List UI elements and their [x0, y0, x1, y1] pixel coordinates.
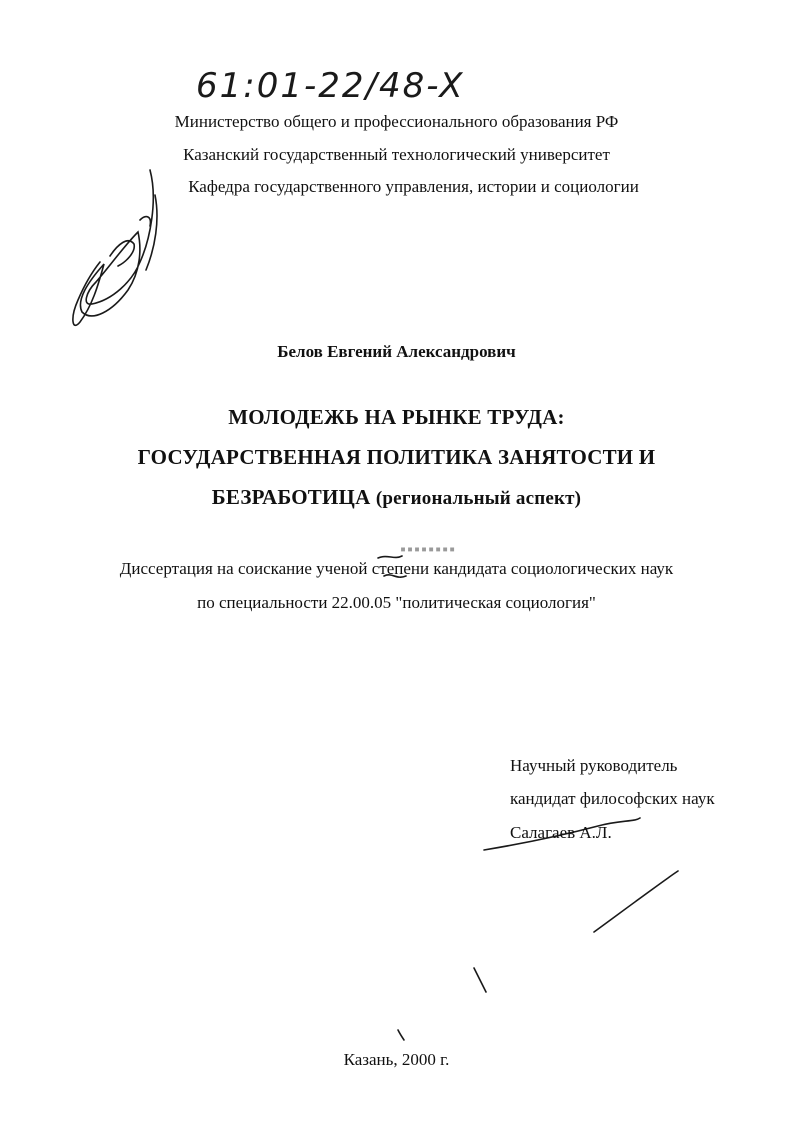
author-name: Белов Евгений Александрович — [277, 342, 516, 361]
title-line-3 — [0, 485, 793, 510]
city-and-year: Казань, 2000 г. — [343, 1050, 450, 1069]
library-stamp-icon: ▪▪▪▪▪▪▪▪ — [400, 544, 457, 555]
supervisor-role: Научный руководитель — [510, 756, 678, 775]
dissertation-description-line-1: Диссертация на соискание ученой степени кандидата социологических наук — [119, 559, 674, 578]
title-line-3-main: БЕЗРАБОТИЦА — [211, 485, 371, 509]
dissertation-description-line-2: по специальности 22.00.05 "политическая социология" — [197, 593, 596, 612]
archive-code-handwritten: 61:01-22/48-X — [196, 66, 465, 106]
title-line-3-subtitle: (региональный аспект) — [375, 488, 582, 509]
pen-stroke-icon — [594, 871, 678, 932]
ministry-name: Министерство общего и профессионального образования РФ — [174, 112, 619, 131]
title-line-1: МОЛОДЕЖЬ НА РЫНКЕ ТРУДА: — [228, 405, 565, 429]
university-name: Казанский государственный технологический университет — [183, 145, 610, 164]
supervisor-degree: кандидат философских наук — [510, 789, 715, 808]
pen-tick-icon — [474, 968, 486, 992]
department-name: Кафедра государственного управления, истории и социологии — [188, 177, 639, 196]
title-line-2: ГОСУДАРСТВЕННАЯ ПОЛИТИКА ЗАНЯТОСТИ И — [137, 445, 656, 469]
supervisor-name: Салагаев А.Л. — [510, 823, 612, 842]
pen-dot-icon — [398, 1030, 404, 1040]
